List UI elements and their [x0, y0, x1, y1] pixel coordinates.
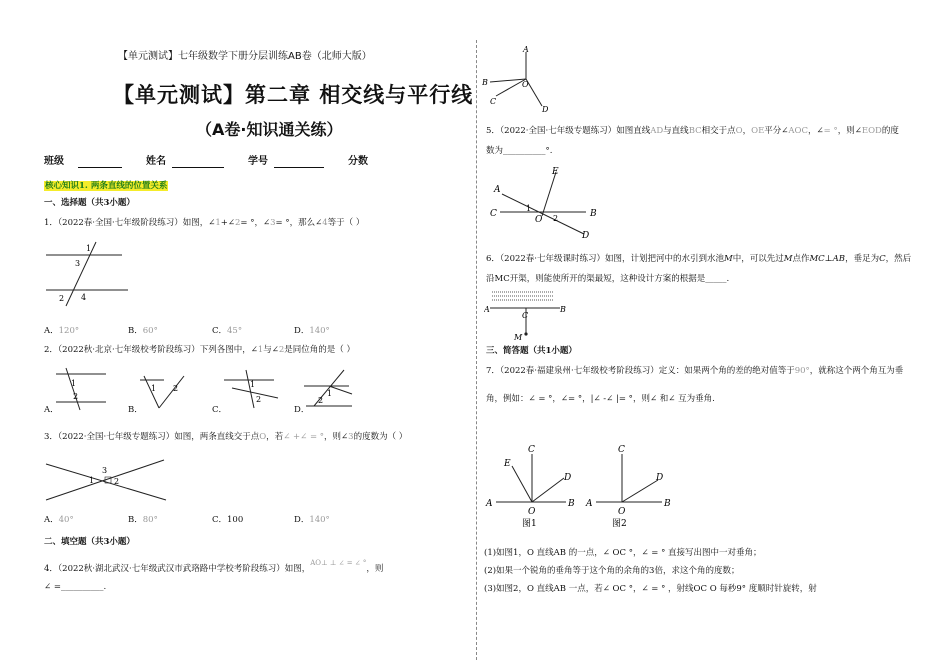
svg-text:O: O [535, 215, 543, 225]
section-short-answer-heading: 三、简答题（共1小题） [486, 346, 577, 356]
svg-text:C: C [490, 97, 497, 106]
question-1-figure [44, 240, 134, 310]
svg-text:1: 1 [526, 204, 532, 213]
figure-2 [585, 445, 671, 529]
question-7-text: 7．（2022春·福建泉州·七年级校考阶段练习）定义：如果两个角的差的绝对值等于90°，就称这个两个角互为垂 [486, 366, 904, 376]
question-7-part-1: (1)如图1，O 直线AB 的一点，∠ OC °，∠ = ° 直接写出图中一对垂角； [484, 548, 762, 558]
question-2-options [44, 405, 384, 417]
figure-b [140, 376, 184, 408]
svg-text:2: 2 [173, 384, 179, 393]
label-2: 2 [114, 477, 120, 486]
name-label: 姓名 [146, 156, 166, 167]
question-3-options [44, 515, 384, 527]
question-7-figures [484, 440, 674, 532]
question-3-figure [44, 450, 174, 508]
question-1-text: 1．（2022春·全国·七年级阶段练习）如图，∠1+∠2= °，∠3= °，那么∠4等于（ ） [44, 218, 365, 228]
svg-text:C: C [522, 311, 529, 320]
svg-text:B: B [664, 499, 671, 509]
name-field [172, 167, 224, 168]
option-b[interactable]: B． [128, 405, 143, 415]
svg-text:D: D [656, 473, 664, 483]
svg-text:O: O [528, 507, 536, 517]
svg-text:1: 1 [71, 379, 77, 388]
svg-text:O: O [522, 80, 529, 89]
svg-text:2: 2 [256, 395, 262, 404]
svg-text:2: 2 [318, 396, 324, 405]
svg-text:2: 2 [73, 392, 79, 401]
option-c[interactable]: C．100 [212, 515, 244, 525]
svg-text:E: E [504, 459, 511, 469]
option-c[interactable]: C．45° [212, 326, 243, 336]
question-1-options [44, 326, 384, 338]
svg-text:D: D [564, 473, 572, 483]
svg-text:O: O [618, 507, 626, 517]
label-2: 2 [59, 294, 65, 303]
svg-text:2: 2 [553, 214, 559, 223]
svg-text:1: 1 [327, 389, 333, 398]
figure-d [304, 370, 352, 406]
svg-text:C: C [490, 209, 497, 219]
svg-text:1: 1 [250, 380, 256, 389]
q4-figure [482, 44, 552, 114]
svg-text:A: A [484, 305, 490, 314]
svg-text:B: B [590, 209, 597, 219]
label-1: 1 [89, 476, 95, 485]
header-line: 【单元测试】七年级数学下册分层训练AB卷（北师大版） [118, 51, 372, 62]
option-d[interactable]: D．140° [294, 515, 330, 525]
question-5-text: 5．（2022·全国·七年级专题练习）如图直线AD与直线BC相交于点O，OE平分∠AOC，∠= °，则∠EOD的度 [486, 126, 899, 136]
svg-text:E: E [552, 167, 559, 177]
page-subtitle: （A卷·知识通关练） [196, 120, 343, 139]
label-3: 3 [102, 466, 108, 475]
svg-text:C: C [528, 445, 535, 455]
svg-text:1: 1 [151, 384, 157, 393]
question-4-text: 4．（2022秋·湖北武汉·七年级武汉市武珞路中学校考阶段练习）如图，$^{AO\perp \perp \angle = \angle ^\circ}$，则 [44, 559, 384, 574]
question-5-figure [486, 164, 606, 240]
section-choice-heading: 一、选择题（共3小题） [44, 198, 135, 208]
svg-text:M: M [514, 333, 523, 342]
question-7-part-2: (2)如果一个锐角的垂角等于这个角的余角的3倍，求这个角的度数； [484, 566, 740, 576]
svg-text:B: B [568, 499, 575, 509]
svg-text:A: A [586, 499, 593, 509]
figure-a [56, 368, 106, 410]
question-3-text: 3．（2022·全国·七年级专题练习）如图，两条直线交于点O，若∠ +∠ = °，则∠3的度数为（ ） [44, 432, 408, 442]
option-c[interactable]: C． [212, 405, 228, 415]
question-2-text: 2．（2022秋·北京·七年级校考阶段练习）下列各图中，∠1与∠2是同位角的是（ ） [44, 345, 355, 355]
label-1: 1 [86, 244, 92, 253]
score-label: 分数 [348, 156, 368, 167]
figure-1-caption: 图1 [522, 519, 537, 529]
svg-text:C: C [618, 445, 625, 455]
figure-c [224, 370, 278, 408]
info-row [44, 155, 444, 171]
figure-1 [485, 445, 575, 529]
label-4: 4 [81, 293, 87, 302]
page-title: 【单元测试】第二章 相交线与平行线 [113, 83, 474, 107]
section-fill-heading: 二、填空题（共3小题） [44, 537, 135, 547]
figure-2-caption: 图2 [612, 519, 627, 529]
svg-text:A: A [486, 499, 493, 509]
option-d[interactable]: D． [294, 405, 310, 415]
question-6-figure [484, 286, 574, 342]
label-3: 3 [75, 259, 81, 268]
option-a[interactable]: A． [44, 405, 59, 415]
class-field [78, 167, 122, 168]
option-a[interactable]: A．40° [44, 515, 74, 525]
class-label: 班级 [44, 156, 64, 167]
number-label: 学号 [248, 156, 268, 167]
svg-text:B: B [560, 305, 566, 314]
question-6-text: 6．（2022春·七年级课时练习）如图，计划把河中的水引到水池M中，可以先过M点作MC⊥AB，垂足为C，然后 [486, 254, 912, 264]
svg-text:A: A [523, 45, 529, 54]
number-field [274, 167, 324, 168]
question-6-answer-line: 沿MC开渠，则能使所开的渠最短，这种设计方案的根据是_____. [486, 274, 730, 284]
question-4-answer-line: ∠ =__________. [44, 582, 107, 592]
question-5-answer-line: 数为__________°. [486, 146, 553, 156]
option-b[interactable]: B．60° [128, 326, 158, 336]
option-d[interactable]: D．140° [294, 326, 330, 336]
question-7-part-3: (3)如图2，O 直线AB 一点，若∠ OC °，∠ = ° ，射线OC O 每秒9° 度顺时针旋转，射 [484, 584, 817, 594]
column-divider [476, 40, 477, 660]
option-b[interactable]: B．80° [128, 515, 158, 525]
core-knowledge-heading: 核心知识1. 两条直线的位置关系 [45, 181, 168, 191]
svg-text:B: B [482, 78, 488, 87]
svg-text:A: A [494, 185, 501, 195]
question-7-example: 角，例如：∠ = °，∠= °，|∠ -∠ |= °，则∠ 和∠ 互为垂角. [486, 394, 715, 404]
svg-text:D: D [542, 105, 549, 114]
svg-text:D: D [582, 231, 590, 240]
option-a[interactable]: A．120° [44, 326, 80, 336]
